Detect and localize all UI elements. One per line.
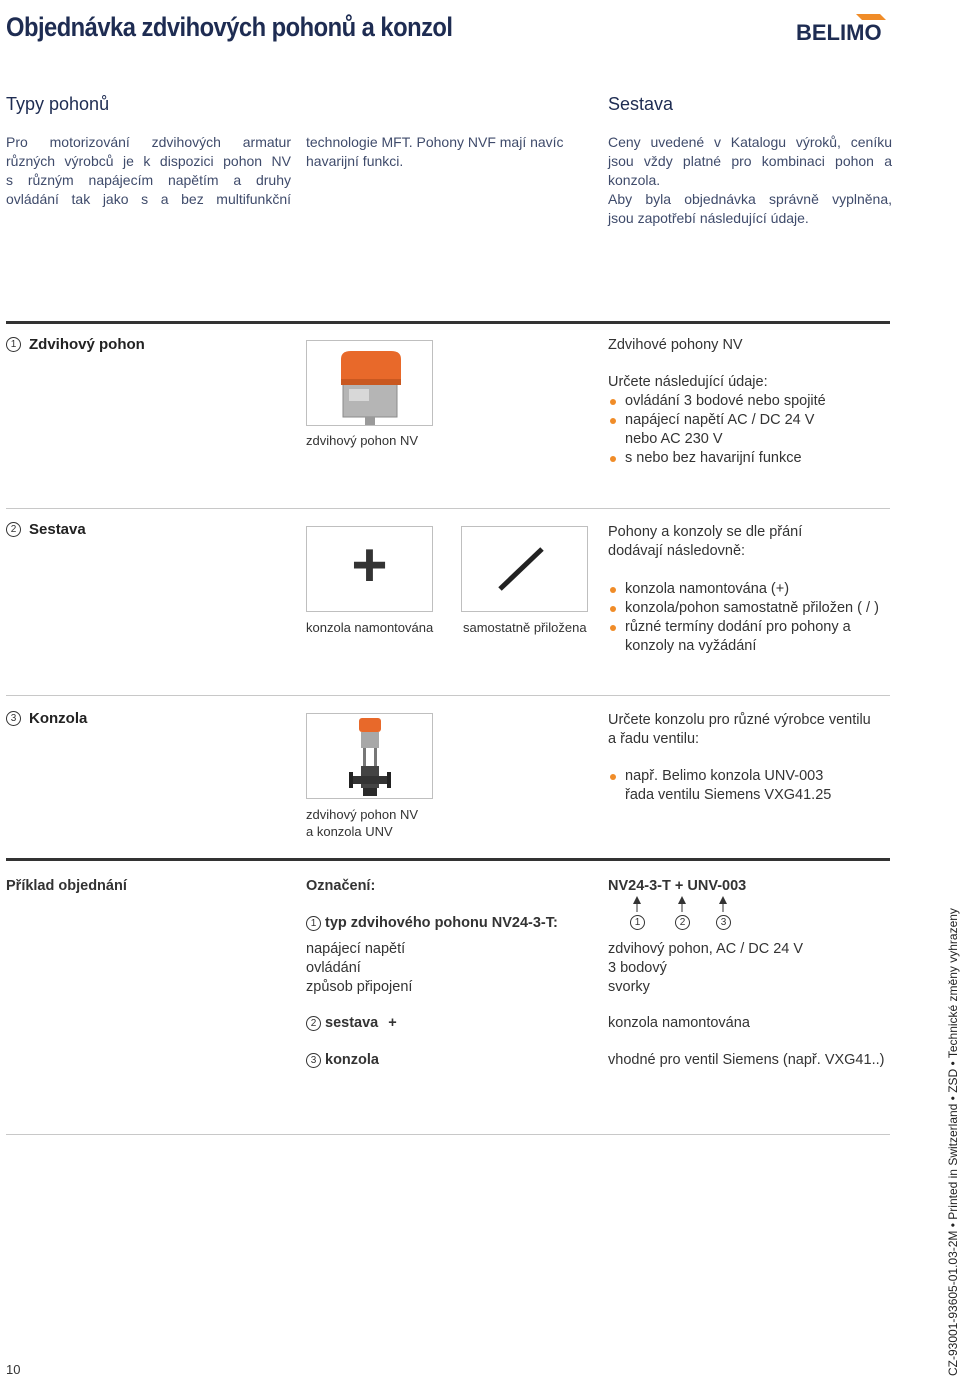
example-item1 xyxy=(306,914,558,933)
list-item: s nebo bez havarijní funkce xyxy=(608,449,898,468)
section1-intro: Určete následující údaje: xyxy=(608,374,768,390)
list-item: konzola namontována (+) xyxy=(608,580,898,599)
page-number: 10 xyxy=(6,1362,21,1377)
valve-assembly-icon xyxy=(307,714,432,798)
logo-text: BELIMO xyxy=(796,20,882,42)
section-divider xyxy=(6,695,890,696)
section2-text-line: dodávají následovně: xyxy=(608,543,746,559)
item2-value: konzola namontována xyxy=(608,1015,750,1031)
page-title: Objednávka zdvihových pohonů a konzol xyxy=(6,12,453,42)
list-item-text: různé termíny dodání pro pohony a xyxy=(625,619,851,635)
types-text-line: s různým napájecím napětím a druhy xyxy=(6,172,291,188)
arrow-number-icon: 1 xyxy=(630,915,645,930)
section2-title xyxy=(6,521,86,538)
item2-title: sestava xyxy=(325,1015,379,1031)
item3-number-icon: 3 xyxy=(306,1053,321,1068)
example-item3 xyxy=(306,1051,379,1070)
section-divider-thick xyxy=(6,858,890,861)
example-row-label: napájecí napětí xyxy=(306,941,406,957)
assembly-text-line: Ceny uvedené v Katalogu výroků, ceníku xyxy=(608,134,892,150)
section1-title xyxy=(6,336,145,353)
mini-actuator-cover xyxy=(359,718,381,732)
valve-pipe xyxy=(351,776,389,784)
bracket-caption xyxy=(306,806,418,840)
bracket-right-rod xyxy=(374,748,377,766)
item3-title: konzola xyxy=(325,1052,379,1068)
example-row-value: 3 bodový xyxy=(608,960,667,976)
list-item-text: napájecí napětí AC / DC 24 V xyxy=(625,412,815,428)
item1-title: typ zdvihového pohonu NV24-3-T: xyxy=(325,915,558,931)
list-item xyxy=(608,618,898,656)
list-item xyxy=(608,411,898,449)
slash-line xyxy=(500,549,542,589)
assembly-text-line: konzola. xyxy=(608,172,661,188)
types-text xyxy=(6,133,291,209)
section2-text-line: Pohony a konzoly se dle přání xyxy=(608,524,803,540)
section-divider xyxy=(6,508,890,509)
actuator-cover-edge xyxy=(341,379,401,385)
bracket-left-rod xyxy=(363,748,366,766)
actuator-caption: zdvihový pohon NV xyxy=(306,433,419,448)
section2-bullet-list xyxy=(608,580,898,656)
bracket-caption-line: zdvihový pohon NV xyxy=(306,807,419,822)
arrow-up-icon xyxy=(633,896,641,912)
designation-label: Označení: xyxy=(306,878,376,894)
valve-flange-left xyxy=(349,772,353,788)
list-item-text-continued: nebo AC 230 V xyxy=(625,431,723,447)
code-arrows xyxy=(620,896,740,912)
example-row-value: svorky xyxy=(608,979,650,995)
list-item-text-continued: konzoly na vyžádání xyxy=(625,638,757,654)
example-title: Příklad objednání xyxy=(6,878,127,894)
separate-caption: samostatně přiložena xyxy=(463,620,587,635)
separate-symbol-box xyxy=(461,526,588,612)
example-row-label: způsob připojení xyxy=(306,979,413,995)
section1-bullet-list xyxy=(608,392,898,468)
mounted-caption: konzola namontována xyxy=(306,620,434,635)
section1-title-text: Zdvihový pohon xyxy=(29,336,145,353)
list-item: ovládání 3 bodové nebo spojité xyxy=(608,392,898,411)
belimo-logo xyxy=(796,10,892,42)
section3-text-line: a řadu ventilu: xyxy=(608,731,700,747)
list-item xyxy=(608,767,898,805)
types-text-line: Pro motorizování zdvihových armatur xyxy=(6,134,291,150)
section-divider xyxy=(6,1134,890,1135)
assembly-text-line: Aby byla objednávka správně vyplněna, xyxy=(608,191,892,207)
plus-icon: + xyxy=(351,531,388,600)
section2-title-text: Sestava xyxy=(29,521,86,538)
bracket-caption-line: a konzola UNV xyxy=(306,824,393,839)
item3-value: vhodné pro ventil Siemens (např. VXG41..) xyxy=(608,1052,885,1068)
types-heading: Typy pohonů xyxy=(6,94,110,114)
actuator-cover xyxy=(341,351,401,383)
types-text-line: ovládání tak jako s a bez multifunkční xyxy=(6,191,291,207)
types-text-continued xyxy=(306,133,596,171)
arrow-up-icon xyxy=(678,896,686,912)
actuator-icon xyxy=(307,341,432,425)
section-divider-thick xyxy=(6,321,890,324)
assembly-text-line: jsou vždy platné pro kombinaci pohon a xyxy=(608,153,892,169)
list-item-text-continued: řada ventilu Siemens VXG41.25 xyxy=(625,787,832,803)
example-values xyxy=(608,940,803,997)
actuator-label xyxy=(349,389,369,401)
arrow-number-icon: 2 xyxy=(675,915,690,930)
valve-base xyxy=(363,788,377,796)
valve-flange-right xyxy=(387,772,391,788)
section3-details xyxy=(608,711,898,805)
types-text-line: havarijní funkci. xyxy=(306,153,404,169)
section2-number-icon: 2 xyxy=(6,522,21,537)
example-labels xyxy=(306,940,412,997)
order-code: NV24-3-T + UNV-003 xyxy=(608,878,747,894)
arrow-up-icon xyxy=(719,896,727,912)
example-row-label: ovládání xyxy=(306,960,361,976)
section3-title-text: Konzola xyxy=(29,710,88,727)
side-imprint: CZ-93001-93605-01.03-2M • Printed in Switzerland • ZSD • Technické změny vyhrazeny xyxy=(946,908,960,1376)
section1-details xyxy=(608,373,898,468)
section1-number-icon: 1 xyxy=(6,337,21,352)
actuator-image xyxy=(306,340,433,426)
arrow-number-icon: 3 xyxy=(716,915,731,930)
example-item2 xyxy=(306,1014,397,1033)
mini-actuator-body xyxy=(361,732,379,748)
item2-number-icon: 2 xyxy=(306,1016,321,1031)
list-item: konzola/pohon samostatně přiložen ( / ) xyxy=(608,599,898,618)
mounted-symbol-box xyxy=(306,526,433,612)
assembly-text xyxy=(608,133,892,228)
list-item-text: např. Belimo konzola UNV-003 xyxy=(625,768,824,784)
section2-details xyxy=(608,523,898,656)
types-text-line: různých výrobců je k dispozici pohon NV xyxy=(6,153,291,169)
item1-number-icon: 1 xyxy=(306,916,321,931)
actuator-stem xyxy=(365,417,375,425)
slash-icon xyxy=(462,527,587,611)
assembly-text-line: jsou zapotřebí následující údaje. xyxy=(608,210,809,226)
section3-text-line: Určete konzolu pro různé výrobce ventilu xyxy=(608,712,871,728)
section3-title xyxy=(6,710,87,727)
types-text-line: technologie MFT. Pohony NVF mají navíc xyxy=(306,134,564,150)
example-row-value: zdvihový pohon, AC / DC 24 V xyxy=(608,941,804,957)
section3-number-icon: 3 xyxy=(6,711,21,726)
assembly-heading: Sestava xyxy=(608,94,674,114)
section1-heading: Zdvihové pohony NV xyxy=(608,337,743,353)
actuator-bracket-image xyxy=(306,713,433,799)
section3-bullet-list xyxy=(608,767,898,805)
item2-symbol: + xyxy=(388,1015,397,1031)
